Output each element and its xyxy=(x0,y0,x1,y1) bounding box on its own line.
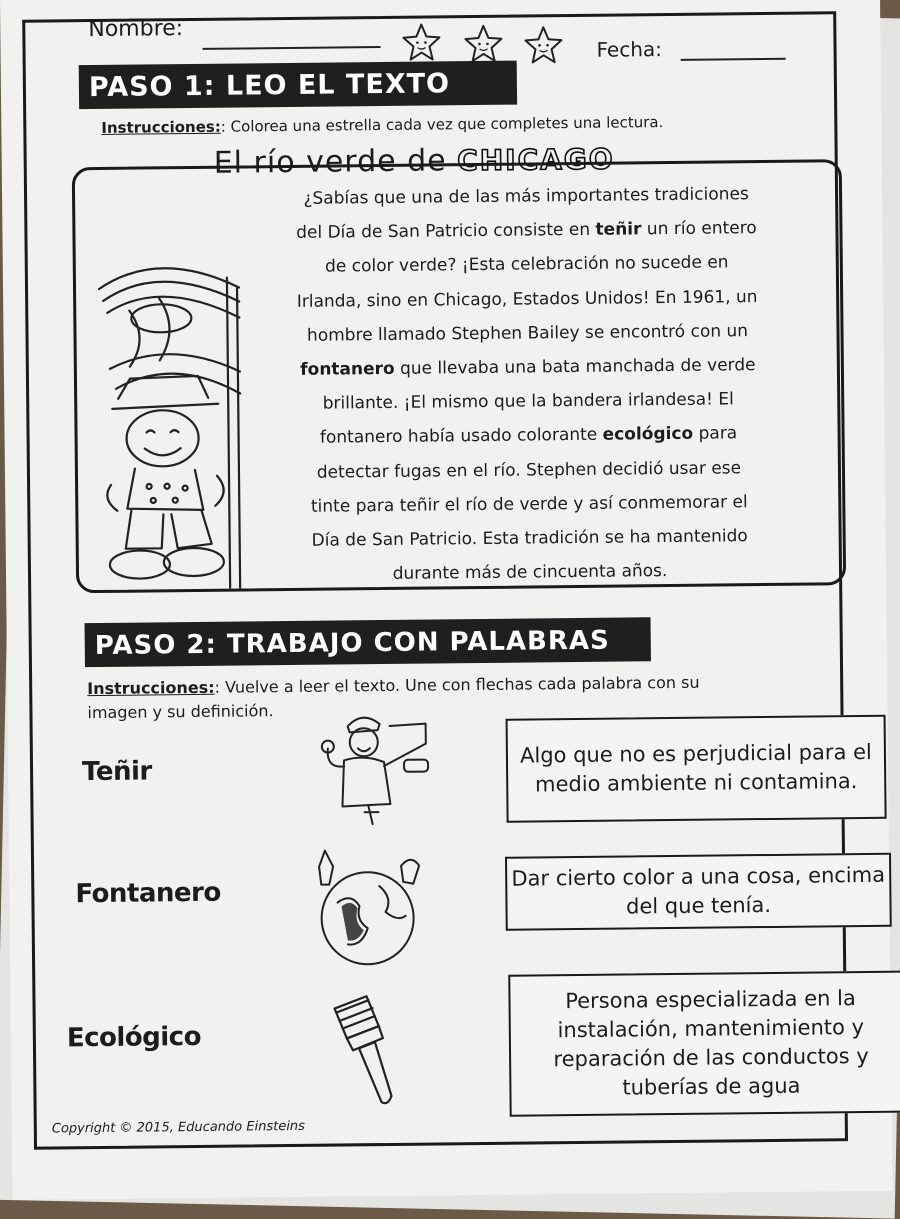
star-icon-2[interactable] xyxy=(462,23,504,65)
story-line: fontanero que llevaba una bata manchada de verde xyxy=(300,355,756,380)
star-icon-1[interactable] xyxy=(400,21,442,63)
step2-instructions-label: Instrucciones: xyxy=(87,677,215,699)
date-label: Fecha: xyxy=(596,37,663,62)
definition-box-2[interactable]: Dar cierto color a una cosa, encima del que tenía. xyxy=(505,853,892,931)
keyword-fontanero: fontanero xyxy=(300,358,395,380)
story-line: Día de San Patricio. Esta tradición se ha mantenido xyxy=(311,526,748,551)
story-line: ¿Sabías que una de las más importantes tradiciones xyxy=(303,184,749,209)
definition-box-1[interactable]: Algo que no es perjudicial para el medio ambiente ni contamina. xyxy=(506,715,887,823)
star-icon-3[interactable] xyxy=(522,24,564,66)
step1-instructions-text: : Colorea una estrella cada vez que completes una lectura. xyxy=(220,113,664,136)
story-title-prefix: El río verde de xyxy=(213,143,447,181)
step2-instructions-text: : Vuelve a leer el texto. Une con flechas cada palabra con su xyxy=(214,672,700,697)
keyword-tenir: teñir xyxy=(595,219,642,240)
keyword-ecologico: ecológico xyxy=(602,424,694,446)
step2-instructions-text2: imagen y su definición. xyxy=(87,701,274,723)
copyright-text: Copyright © 2015, Educando Einsteins xyxy=(51,1118,305,1137)
step1-banner: PASO 1: LEO EL TEXTO xyxy=(79,61,517,110)
story-line: brillante. ¡El mismo que la bandera irlandesa! El xyxy=(322,389,734,414)
story-line: durante más de cincuenta años. xyxy=(392,561,668,585)
leprechaun-illustration xyxy=(89,247,253,599)
story-line: del Día de San Patricio consiste en teñir un río entero xyxy=(296,218,757,244)
story-line: detectar fugas en el río. Stephen decidió usar ese xyxy=(316,457,742,483)
word-fontanero[interactable]: Fontanero xyxy=(75,877,221,910)
word-ecologico[interactable]: Ecológico xyxy=(66,1021,202,1054)
story-line: Irlanda, sino en Chicago, Estados Unidos! En 1961, un xyxy=(296,286,758,312)
step1-instructions-label: Instrucciones: xyxy=(101,117,221,137)
plumber-icon[interactable] xyxy=(307,707,438,826)
story-line: de color verde? ¡Esta celebración no sucede en xyxy=(324,252,729,278)
name-label: Nombre: xyxy=(88,16,184,43)
paintbrush-icon[interactable] xyxy=(328,992,403,1109)
earth-icon[interactable] xyxy=(307,846,428,971)
definition-box-3[interactable]: Persona especializada en la instalación, mantenimiento y reparación de las conductos y tuberías de agua xyxy=(508,971,900,1117)
step2-banner: PASO 2: TRABAJO CON PALABRAS xyxy=(85,617,651,667)
story-line: fontanero había usado colorante ecológico para xyxy=(319,423,738,449)
story-line: tinte para teñir el río de verde y así conmemorar el xyxy=(310,492,748,517)
story-title-chicago: CHICAGO xyxy=(457,142,615,178)
word-tenir[interactable]: Teñir xyxy=(81,756,152,788)
story-line: hombre llamado Stephen Bailey se encontró con un xyxy=(306,320,749,346)
story-text xyxy=(236,176,820,592)
